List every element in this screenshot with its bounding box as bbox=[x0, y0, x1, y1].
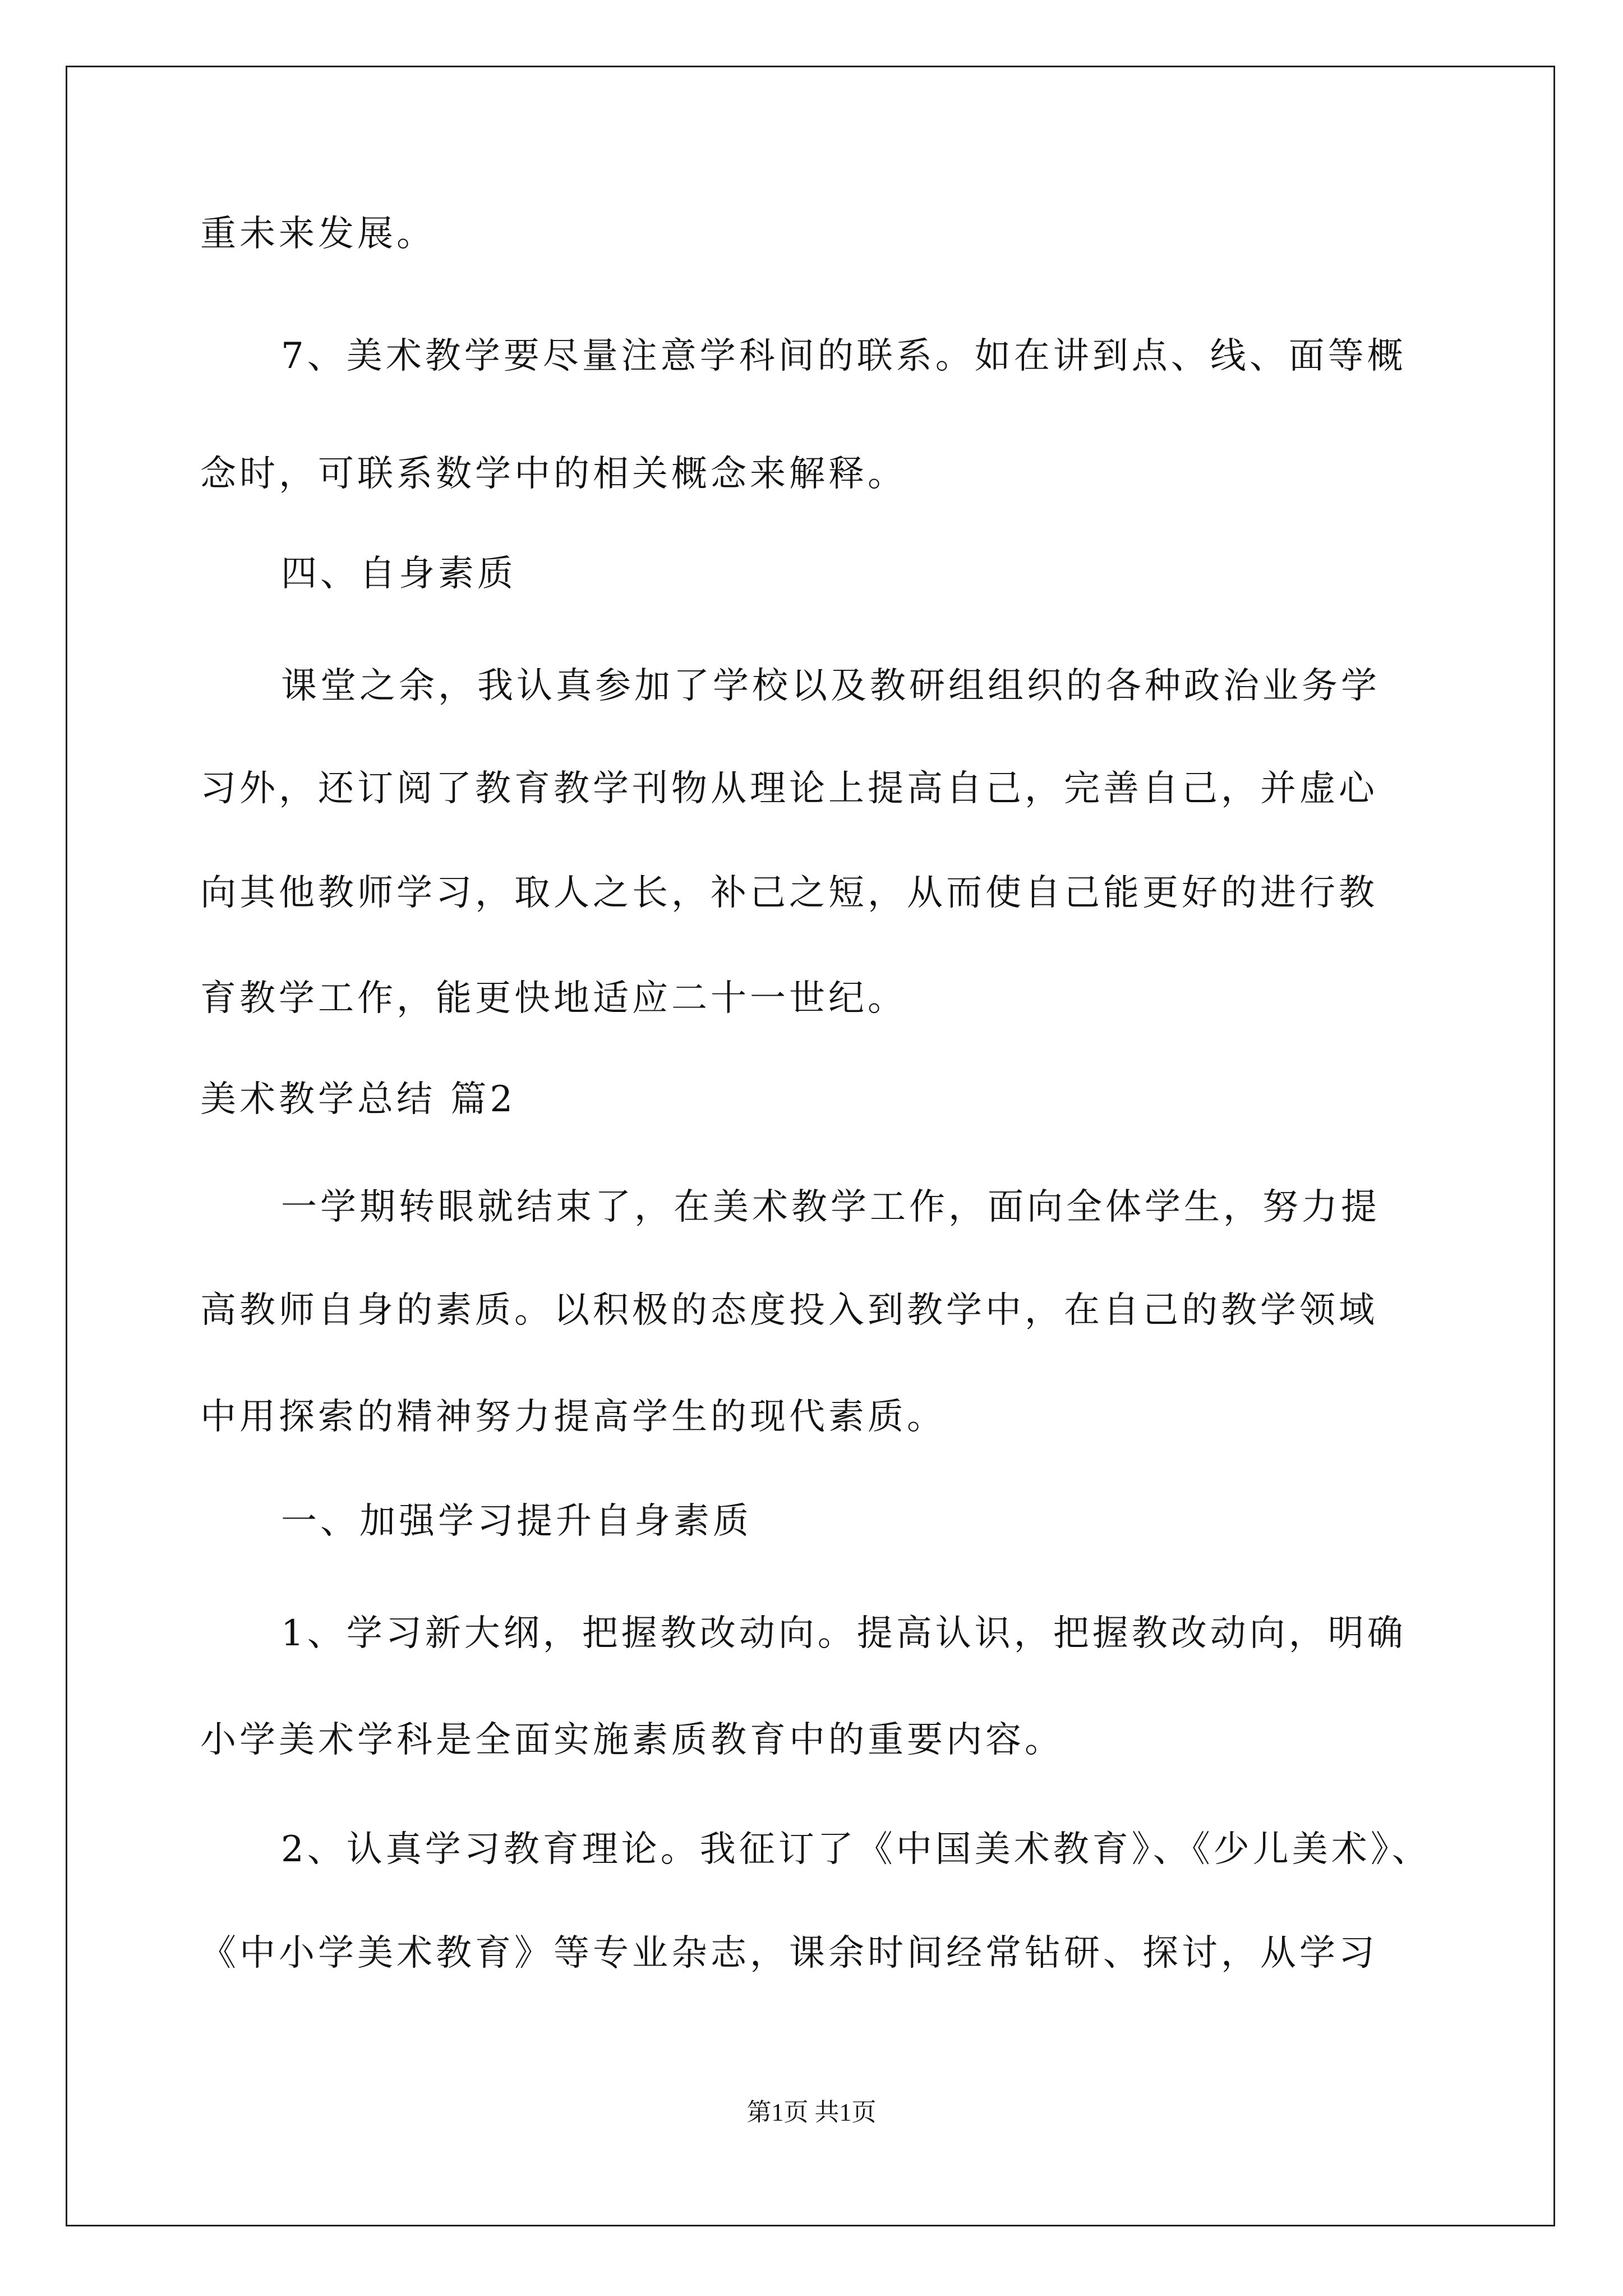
body-line: 7、美术教学要尽量注意学科间的联系。如在讲到点、线、面等概 bbox=[281, 335, 1407, 377]
body-line: 育教学工作，能更快地适应二十一世纪。 bbox=[200, 978, 907, 1019]
body-line: 一学期转眼就结束了，在美术教学工作，面向全体学生，努力提 bbox=[281, 1186, 1380, 1228]
body-line: 2、认真学习教育理论。我征订了《中国美术教育》、《少儿美术》、 bbox=[281, 1829, 1431, 1870]
body-line: 小学美术学科是全面实施素质教育中的重要内容。 bbox=[200, 1719, 1064, 1761]
page-footer: 第1页 共1页 bbox=[746, 2099, 877, 2126]
section-heading: 四、自身素质 bbox=[281, 553, 517, 595]
body-line: 1、学习新大纲，把握教改动向。提高认识，把握教改动向，明确 bbox=[281, 1613, 1407, 1654]
body-line: 习外，还订阅了教育教学刊物从理论上提高自己，完善自己，并虚心 bbox=[200, 768, 1378, 809]
body-line: 重未来发展。 bbox=[200, 213, 436, 255]
article-title: 美术教学总结 篇2 bbox=[200, 1079, 517, 1120]
body-line: 向其他教师学习，取人之长，补己之短，从而使自己能更好的进行教 bbox=[200, 872, 1378, 914]
page-border bbox=[66, 66, 1555, 2226]
body-line: 念时，可联系数学中的相关概念来解释。 bbox=[200, 453, 907, 495]
body-line: 《中小学美术教育》等专业杂志，课余时间经常钻研、探讨，从学习 bbox=[200, 1932, 1378, 1974]
section-heading: 一、加强学习提升自身素质 bbox=[281, 1501, 752, 1542]
body-line: 中用探索的精神努力提高学生的现代素质。 bbox=[200, 1396, 946, 1438]
body-line: 课堂之余，我认真参加了学校以及教研组组织的各种政治业务学 bbox=[281, 665, 1380, 707]
body-line: 高教师自身的素质。以积极的态度投入到教学中，在自己的教学领域 bbox=[200, 1290, 1378, 1331]
